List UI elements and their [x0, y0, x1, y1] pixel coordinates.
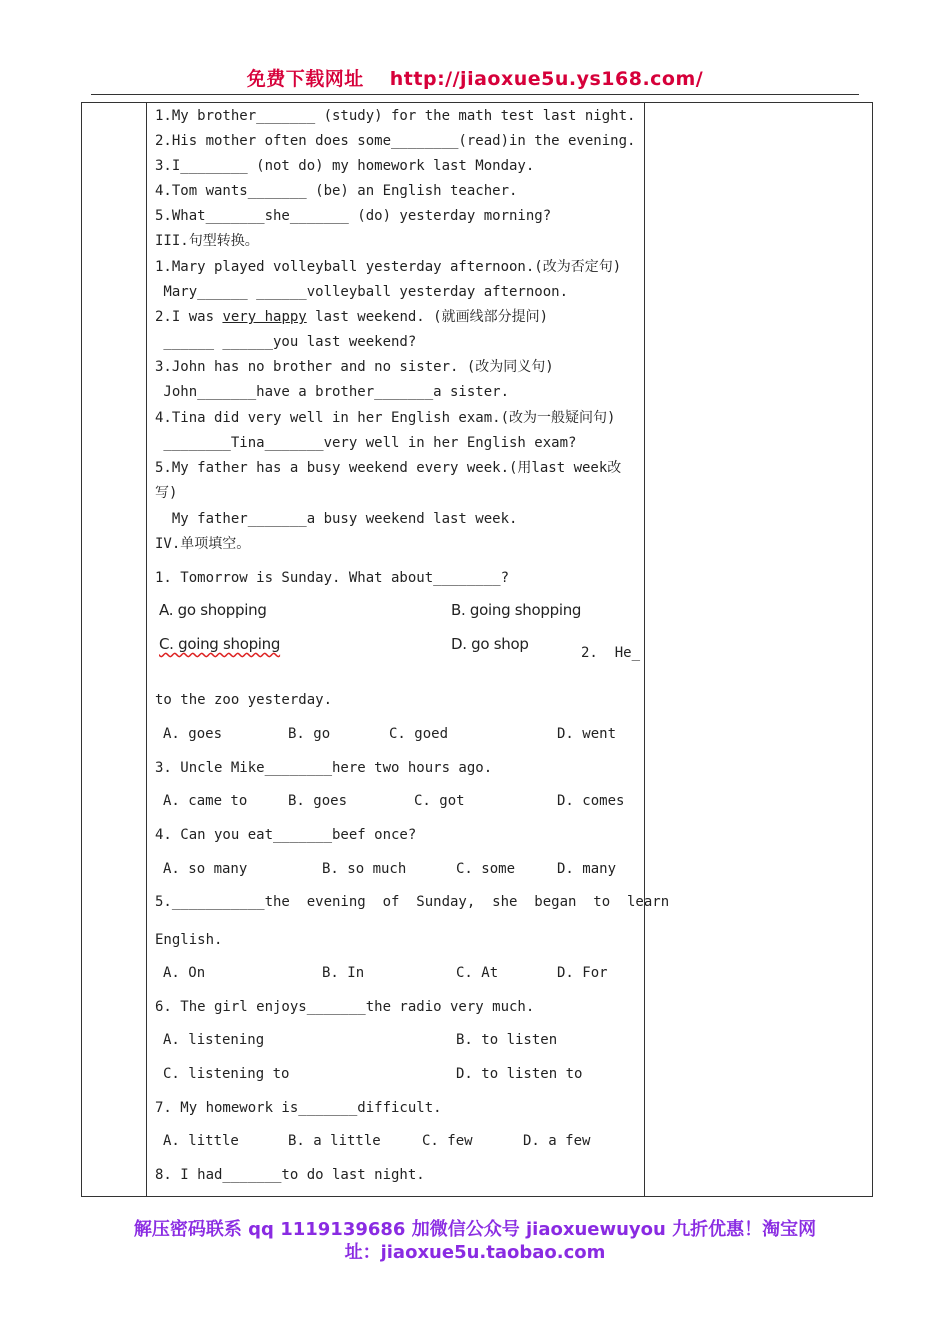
- table-column-divider-right: [644, 102, 645, 1197]
- transform-question-3: 3.John has no brother and no sister. (改为同义句): [155, 359, 554, 375]
- mc-q2-option-c: C. goed: [389, 726, 449, 742]
- header-divider: [91, 94, 859, 95]
- mc-q4-option-b: B. so much: [322, 861, 407, 877]
- mc-q3-option-a: A. came to: [163, 793, 248, 809]
- table-column-divider-left: [146, 102, 147, 1197]
- site-url-link[interactable]: http://jiaoxue5u.ys168.com/: [389, 68, 704, 90]
- mc-q7-option-d: D. a few: [523, 1133, 591, 1149]
- mc-q4-option-c: C. some: [456, 861, 516, 877]
- transform-answer-2: ______ ______you last weekend?: [155, 334, 417, 350]
- mc-q5-option-a: A. On: [163, 965, 206, 981]
- transform-question-1: 1.Mary played volleyball yesterday afternoon.(改为否定句): [155, 259, 622, 275]
- transform-answer-4: ________Tina_______very well in her English exam?: [155, 435, 577, 451]
- mc-q3-option-d: D. comes: [557, 793, 625, 809]
- site-label: 免费下载网址: [246, 68, 364, 90]
- mc-question-7: 7. My homework is_______difficult.: [155, 1100, 442, 1116]
- mc-question-5-cont: English.: [155, 932, 223, 948]
- section-title-multiple-choice: IV.单项填空。: [155, 536, 251, 552]
- transform-question-4: 4.Tina did very well in her English exam.(改为一般疑问句): [155, 410, 616, 426]
- mc-q6-option-a: A. listening: [163, 1032, 265, 1048]
- mc-question-4: 4. Can you eat_______beef once?: [155, 827, 417, 843]
- mc-q7-option-a: A. little: [163, 1133, 239, 1149]
- mc-question-2-start: 2. He_: [581, 645, 641, 661]
- section-title-sentence-transform: III.句型转换。: [155, 233, 259, 249]
- mc-q5-option-c: C. At: [456, 965, 499, 981]
- transform-question-5-cont: 写): [155, 485, 178, 501]
- mc-q4-option-a: A. so many: [163, 861, 248, 877]
- mc-q7-option-c: C. few: [422, 1133, 473, 1149]
- mc-q1-option-c: C. going shoping: [159, 635, 281, 653]
- mc-q3-option-c: C. got: [414, 793, 465, 809]
- fill-question-3: 3.I________ (not do) my homework last Monday.: [155, 158, 535, 174]
- q2-prefix: 2.I was: [155, 309, 223, 325]
- transform-answer-3: John_______have a brother_______a sister.: [155, 384, 510, 400]
- transform-answer-1: Mary______ ______volleyball yesterday afternoon.: [155, 284, 569, 300]
- mc-question-3: 3. Uncle Mike________here two hours ago.: [155, 760, 493, 776]
- page-header: [0, 64, 950, 91]
- transform-question-5: 5.My father has a busy weekend every week.(用last week改: [155, 460, 622, 476]
- fill-question-4: 4.Tom wants_______ (be) an English teacher.: [155, 183, 518, 199]
- q2-suffix: last weekend. (就画线部分提问): [306, 309, 549, 325]
- mc-q1-option-d: D. go shop: [451, 635, 529, 653]
- mc-q6-option-c: C. listening to: [163, 1066, 290, 1082]
- mc-question-5: 5.___________the evening of Sunday, she began to learn: [155, 894, 670, 910]
- mc-q2-option-d: D. went: [557, 726, 617, 742]
- footer-shop-url[interactable]: 址：jiaoxue5u.taobao.com: [344, 1242, 606, 1263]
- mc-question-6: 6. The girl enjoys_______the radio very much.: [155, 999, 535, 1015]
- q2-underlined-phrase: very happy: [222, 309, 307, 325]
- mc-q3-option-b: B. goes: [288, 793, 348, 809]
- mc-q5-option-d: D. For: [557, 965, 608, 981]
- mc-q2-option-a: A. goes: [163, 726, 223, 742]
- mc-q4-option-d: D. many: [557, 861, 617, 877]
- mc-q5-option-b: B. In: [322, 965, 365, 981]
- mc-q6-option-b: B. to listen: [456, 1032, 558, 1048]
- mc-q1-option-b: B. going shopping: [451, 601, 582, 619]
- mc-question-1: 1. Tomorrow is Sunday. What about________?: [155, 570, 510, 586]
- transform-question-2: [155, 307, 548, 327]
- mc-question-2: to the zoo yesterday.: [155, 692, 333, 708]
- mc-question-8: 8. I had_______to do last night.: [155, 1167, 425, 1183]
- fill-question-2: 2.His mother often does some________(read)in the evening.: [155, 133, 636, 149]
- mc-q1-option-a: A. go shopping: [159, 601, 267, 619]
- mc-q7-option-b: B. a little: [288, 1133, 381, 1149]
- fill-question-5: 5.What_______she_______ (do) yesterday morning?: [155, 208, 552, 224]
- transform-answer-5: My father_______a busy weekend last week.: [155, 511, 518, 527]
- mc-q2-option-b: B. go: [288, 726, 331, 742]
- fill-question-1: 1.My brother_______ (study) for the math test last night.: [155, 108, 636, 124]
- page-footer: [0, 1218, 950, 1264]
- mc-q6-option-d: D. to listen to: [456, 1066, 583, 1082]
- footer-contact-line: 解压密码联系 qq 1119139686 加微信公众号 jiaoxuewuyou 九折优惠！淘宝网: [133, 1219, 817, 1240]
